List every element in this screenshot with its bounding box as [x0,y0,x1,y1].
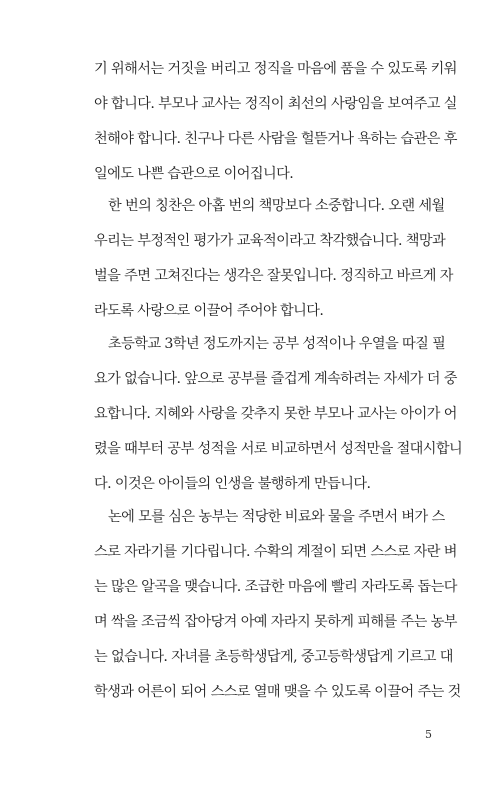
text-line: 기 위해서는 거짓을 버리고 정직을 마음에 품을 수 있도록 키워 [94,61,457,77]
text-line: 일에도 나쁜 습관으로 이어집니다. [94,166,294,182]
text-line: 스로 자라기를 기다립니다. 수확의 계절이 되면 스스로 자란 벼 [94,544,457,560]
paragraph-1 [94,52,457,192]
text-line: 학생과 어른이 되어 스스로 열매 맺을 수 있도록 이끌어 주는 것 [94,684,461,700]
paragraph-3 [94,327,463,502]
text-line: 천해야 합니다. 친구나 다른 사람을 헐뜯거나 욕하는 습관은 후 [94,131,457,147]
text-line: 벌을 주면 고쳐진다는 생각은 잘못입니다. 정직하고 바르게 자 [94,268,453,284]
paragraph-4 [94,500,461,710]
text-line: 는 많은 알곡을 맺습니다. 조급한 마음에 빨리 자라도록 돕는다 [94,579,457,595]
paragraph-2 [94,189,453,329]
text-line: 논에 모를 심은 농부는 적당한 비료와 물을 주면서 벼가 스 [108,509,445,525]
text-line: 우리는 부정적인 평가가 교육적이라고 착각했습니다. 책망과 [94,233,446,249]
text-line: 는 없습니다. 자녀를 초등학생답게, 중고등학생답게 기르고 대 [94,649,453,665]
text-line: 한 번의 칭찬은 아홉 번의 책망보다 소중합니다. 오랜 세월 [108,198,445,214]
text-line: 렸을 때부터 공부 성적을 서로 비교하면서 성적만을 절대시합니 [94,441,463,457]
text-line: 요가 없습니다. 앞으로 공부를 즐겁게 계속하려는 자세가 더 중 [94,371,457,387]
page-number: 5 [425,728,432,741]
text-line: 다. 이것은 아이들의 인생을 불행하게 만듭니다. [94,476,371,492]
text-line: 야 합니다. 부모나 교사는 정직이 최선의 사랑임을 보여주고 실 [94,96,457,112]
text-line: 라도록 사랑으로 이끌어 주어야 합니다. [94,303,324,319]
text-line: 초등학교 3학년 정도까지는 공부 성적이나 우열을 따질 필 [108,336,446,352]
text-line: 요합니다. 지혜와 사랑을 갖추지 못한 부모나 교사는 아이가 어 [94,406,457,422]
text-line: 며 싹을 조금씩 잡아당겨 아예 자라지 못하게 피해를 주는 농부 [94,614,457,630]
